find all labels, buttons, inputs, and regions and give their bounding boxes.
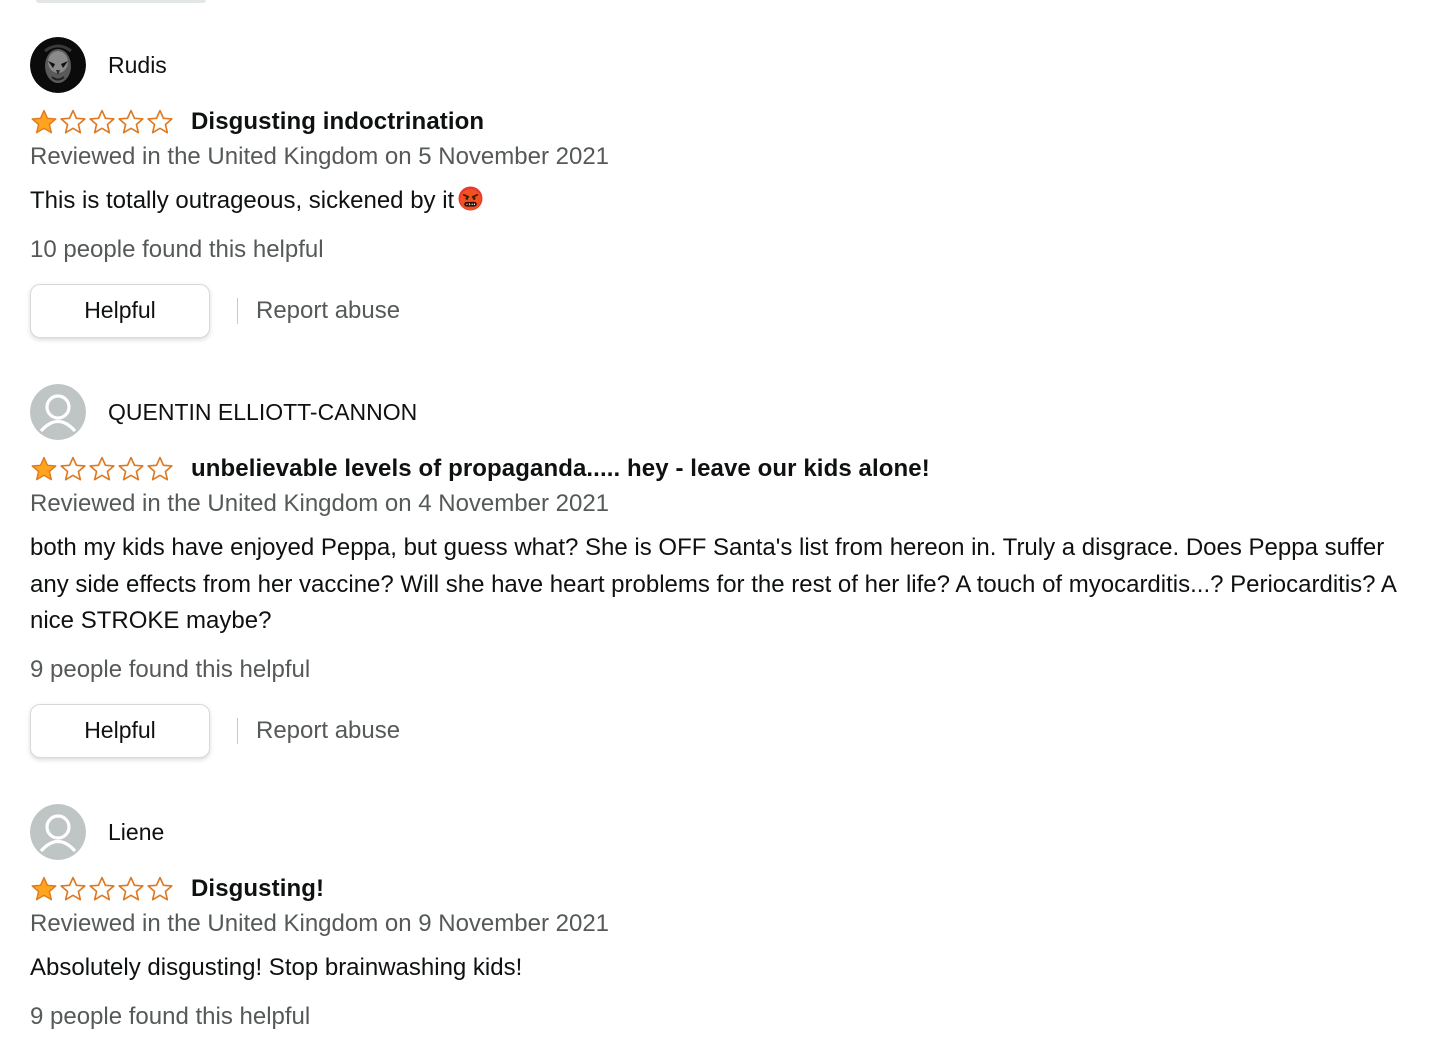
helpful-count: 9 people found this helpful	[30, 655, 311, 683]
review-card	[30, 804, 1410, 1033]
default-profile-avatar-icon	[30, 384, 86, 440]
star-empty-icon	[88, 108, 116, 136]
helpful-count: 10 people found this helpful	[30, 235, 324, 263]
review-actions	[30, 703, 1410, 759]
helpful-button[interactable]: Helpful	[30, 284, 210, 338]
review-rating-title-row	[30, 452, 1410, 486]
star-empty-icon	[59, 455, 87, 483]
default-profile-avatar-icon	[30, 804, 86, 860]
report-abuse-link[interactable]: Report abuse	[256, 716, 401, 744]
review-date: Reviewed in the United Kingdom on 9 November 2021	[30, 910, 610, 937]
star-empty-icon	[59, 108, 87, 136]
review-rating-title-row	[30, 872, 1410, 906]
star-filled-icon	[30, 108, 58, 136]
action-separator	[237, 718, 238, 744]
star-filled-icon	[30, 875, 58, 903]
star-empty-icon	[117, 875, 145, 903]
review-actions	[30, 283, 1410, 339]
star-empty-icon	[88, 875, 116, 903]
review-card	[30, 37, 1410, 339]
action-separator	[237, 298, 238, 324]
star-rating[interactable]	[30, 455, 176, 483]
reviewer-profile[interactable]	[30, 37, 1410, 93]
star-rating[interactable]	[30, 108, 176, 136]
star-empty-icon	[146, 108, 174, 136]
star-empty-icon	[117, 108, 145, 136]
helpful-count: 9 people found this helpful	[30, 1002, 311, 1030]
review-card	[30, 384, 1410, 759]
reviewer-name[interactable]: Rudis	[108, 52, 167, 78]
star-empty-icon	[88, 455, 116, 483]
review-date: Reviewed in the United Kingdom on 5 November 2021	[30, 143, 610, 170]
previous-review-divider	[36, 0, 206, 3]
review-body: Absolutely disgusting! Stop brainwashing kids!	[30, 954, 523, 981]
review-body-text: This is totally outrageous, sickened by it	[30, 187, 455, 214]
reviewer-name[interactable]: QUENTIN ELLIOTT-CANNON	[108, 399, 418, 425]
report-abuse-link[interactable]: Report abuse	[256, 296, 401, 324]
review-title[interactable]: unbelievable levels of propaganda..... hey - leave our kids alone!	[191, 455, 930, 482]
star-empty-icon	[59, 875, 87, 903]
dark-skull-avatar-icon	[30, 37, 86, 93]
review-rating-title-row	[30, 105, 1410, 139]
star-empty-icon	[146, 875, 174, 903]
review-body	[30, 183, 1410, 220]
review-date: Reviewed in the United Kingdom on 4 November 2021	[30, 490, 610, 517]
reviewer-name[interactable]: Liene	[108, 819, 165, 845]
review-title[interactable]: Disgusting!	[191, 875, 325, 902]
star-empty-icon	[146, 455, 174, 483]
reviewer-profile[interactable]	[30, 804, 1410, 860]
star-rating[interactable]	[30, 875, 176, 903]
review-title[interactable]: Disgusting indoctrination	[191, 108, 485, 135]
angry-face-with-symbols-emoji-icon	[458, 186, 483, 211]
review-body: both my kids have enjoyed Peppa, but guess what? She is OFF Santa's list from hereon in. Truly a disgrace. Does Peppa suffer any side effects from her vaccine? Will she have heart problems for the rest of her life? A touch of myocarditis...? Periocarditis? A nice STROKE maybe?	[30, 534, 1396, 634]
star-empty-icon	[117, 455, 145, 483]
reviewer-profile[interactable]	[30, 384, 1410, 440]
helpful-button[interactable]: Helpful	[30, 704, 210, 758]
star-filled-icon	[30, 455, 58, 483]
